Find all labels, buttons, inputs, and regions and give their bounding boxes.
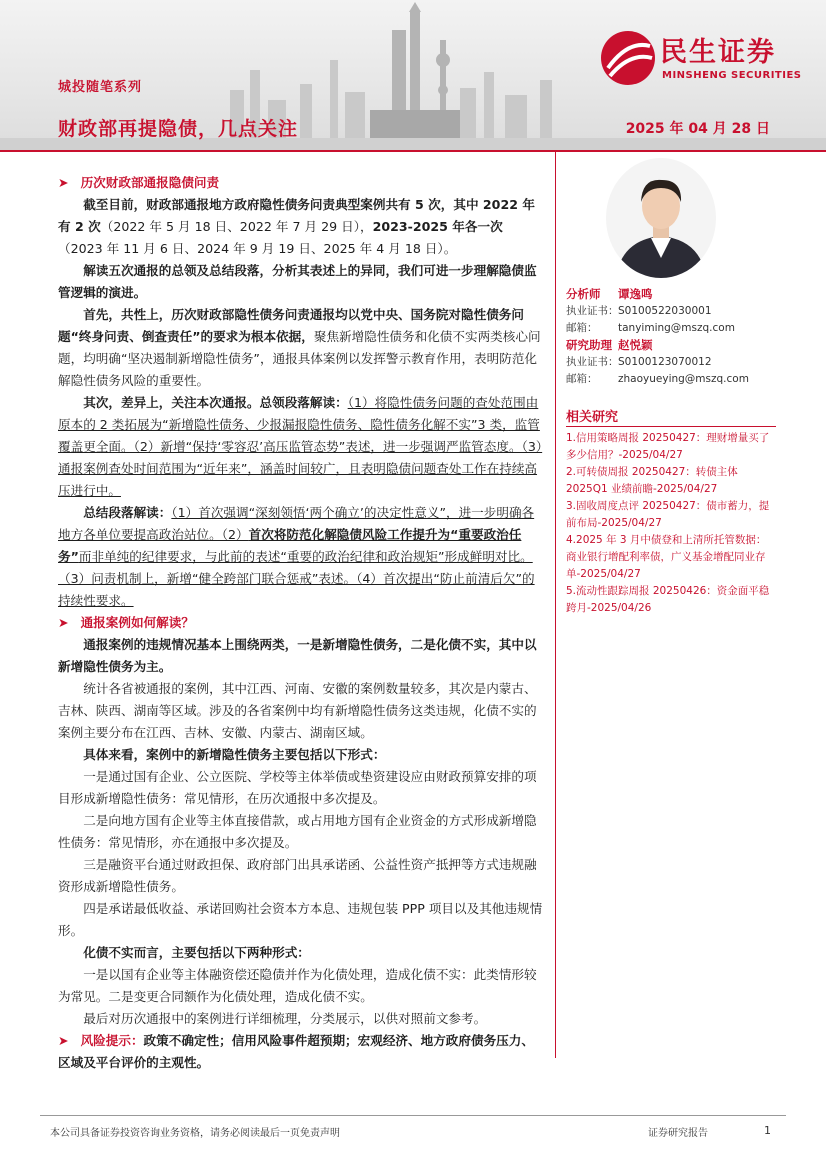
analyst-license: S0100522030001 <box>618 305 712 317</box>
logo-text-en: MINSHENG SECURITIES <box>662 70 802 81</box>
section-heading-1: ➤ 历次财政部通报隐债问责 <box>58 175 220 190</box>
analyst-name: 谭逸鸣 <box>618 287 653 301</box>
paragraph: 首先，共性上，历次财政部隐性债务问责通报均以党中央、国务院对隐性债务问题“终身问责、倒查责任”的要求为根本依据，聚焦新增隐性债务和化债不实两类核心问题，均明确“坚决遏制新增隐性债务”，通报具体案例以发挥警示教育作用，表明防范化解隐性债务风险的重要性。 <box>58 307 541 388</box>
assistant-name: 赵悦颖 <box>618 338 653 352</box>
related-item[interactable]: 4.2025 年 3 月中债登和上清所托管数据：商业银行增配利率债，广义基金增配同业存单-2025/04/27 <box>566 534 767 580</box>
analyst-photo <box>606 158 716 278</box>
related-research-list <box>566 430 776 617</box>
minsheng-logo <box>600 30 810 90</box>
logo-text-cn: 民生证券 <box>660 37 776 68</box>
related-research-title: 相关研究 <box>566 410 619 425</box>
paragraph: 最后对历次通报中的案例进行详细梳理，分类展示，以供对照前文参考。 <box>83 1011 487 1026</box>
paragraph: 三是融资平台通过财政担保、政府部门出具承诺函、公益性资产抵押等方式违规融资形成新增隐性债务。 <box>58 857 537 894</box>
arrow-icon: ➤ <box>58 1033 69 1048</box>
paragraph: 通报案例的违规情况基本上围绕两类，一是新增隐性债务，二是化债不实，其中以新增隐性债务为主。 <box>58 637 537 674</box>
paragraph: 其次，差异上，关注本次通报。总领段落解读：（1）将隐性债务问题的查处范围由原本的 2 类拓展为“新增隐性债务、少报漏报隐性债务、隐性债务化解不实”3 类，监管覆盖更全面。（2）新增“保持‘零容忍’高压监管态势”表述，进一步强调严监管态度。（3）通报案例查处时间范围为“近年来”，涵盖时间较广，且表明隐债问题查处工作在持续高压进行中。 <box>58 395 543 498</box>
column-divider <box>555 152 556 1058</box>
section-heading-2: ➤ 通报案例如何解读？ <box>58 615 194 630</box>
paragraph: 截至目前，财政部通报地方政府隐性债务问责典型案例共有 5 次，其中 2022 年有 2 次（2022 年 5 月 18 日、2022 年 7 月 29 日），2023-2025 年各一次（2023 年 11 月 6 日、2024 年 9 月 19 日、2025 年 4 月 18 日）。 <box>58 197 535 256</box>
analyst-role: 分析师 <box>566 287 601 301</box>
page-header <box>0 0 826 152</box>
report-title: 财政部再提隐债，几点关注 <box>58 118 299 140</box>
minsheng-logo-icon <box>600 30 656 86</box>
paragraph: 具体来看，案例中的新增隐性债务主要包括以下形式： <box>83 747 386 762</box>
analyst-info: 分析师 谭逸鸣 执业证书：S0100522030001 邮箱： tanyiming@mszq.com 研究助理 赵悦颖 执业证书：S0100123070012 邮箱： zhaoyueying@mszq.com <box>566 287 749 385</box>
related-divider <box>566 426 776 427</box>
arrow-icon: ➤ <box>58 175 69 190</box>
paragraph: 统计各省被通报的案例，其中江西、河南、安徽的案例数量较多，其次是内蒙古、吉林、陕西、湖南等区域。涉及的各省案例中均有新增隐性债务这类违规，化债不实的案例主要分布在江西、吉林、安徽、内蒙古、湖南区域。 <box>58 681 537 740</box>
page-number: 1 <box>764 1124 771 1137</box>
series-label: 城投随笔系列 <box>58 80 143 95</box>
arrow-icon: ➤ <box>58 615 69 630</box>
paragraph: 总结段落解读：（1）首次强调“深刻领悟‘两个确立’的决定性意义”，进一步明确各地方各单位要提高政治站位。（2）首次将防范化解隐债风险工作提升为“重要政治任务”而非单纯的纪律要求，与此前的表述“重要的政治纪律和政治规矩”形成鲜明对比。（3）问责机制上，新增“健全跨部门联合惩戒”表述。（4）首次提出“防止前清后欠”的持续性要求。 <box>58 505 535 608</box>
header-divider <box>0 150 826 152</box>
related-item[interactable]: 5.流动性跟踪周报 20250426：资金面平稳跨月-2025/04/26 <box>566 585 770 614</box>
analyst-email[interactable]: tanyiming@mszq.com <box>618 322 735 334</box>
related-item[interactable]: 2.可转债周报 20250427：转债主体 2025Q1 业绩前瞻-2025/04/27 <box>566 466 738 495</box>
paragraph: 二是向地方国有企业等主体直接借款，或占用地方国有企业资金的方式形成新增隐性债务：常见情形，亦在通报中多次提及。 <box>58 813 537 850</box>
paragraph: 一是通过国有企业、公立医院、学校等主体举债或垫资建设应由财政预算安排的项目形成新增隐性债务：常见情形，在历次通报中多次提及。 <box>58 769 537 806</box>
related-item[interactable]: 3.固收周度点评 20250427：债市蓄力，提前布局-2025/04/27 <box>566 500 770 529</box>
related-item[interactable]: 1.信用策略周报 20250427：理财增量买了多少信用？-2025/04/27 <box>566 432 770 461</box>
assistant-email[interactable]: zhaoyueying@mszq.com <box>618 373 749 385</box>
footer-disclaimer: 本公司具备证券投资咨询业务资格，请务必阅读最后一页免责声明 <box>50 1128 340 1139</box>
report-date: 2025 年 04 月 28 日 <box>625 121 770 137</box>
main-content <box>58 172 543 1074</box>
assistant-role: 研究助理 <box>566 338 612 352</box>
risk-warning: ➤ 风险提示：政策不确定性；信用风险事件超预期；宏观经济、地方政府债务压力、区域及平台评价的主观性。 <box>58 1033 534 1070</box>
footer-doc-type: 证券研究报告 <box>648 1128 708 1139</box>
footer-divider <box>40 1115 786 1116</box>
paragraph: 四是承诺最低收益、承诺回购社会资本方本息、违规包装 PPP 项目以及其他违规情形。 <box>58 901 543 938</box>
assistant-license: S0100123070012 <box>618 356 712 368</box>
analyst-portrait-image <box>606 158 716 278</box>
paragraph: 化债不实而言，主要包括以下两种形式： <box>83 945 310 960</box>
paragraph: 一是以国有企业等主体融资偿还隐债并作为化债处理，造成化债不实：此类情形较为常见。二是变更合同额作为化债处理，造成化债不实。 <box>58 967 537 1004</box>
paragraph: 解读五次通报的总领及总结段落，分析其表述上的异同，我们可进一步理解隐债监管逻辑的演进。 <box>58 263 537 300</box>
